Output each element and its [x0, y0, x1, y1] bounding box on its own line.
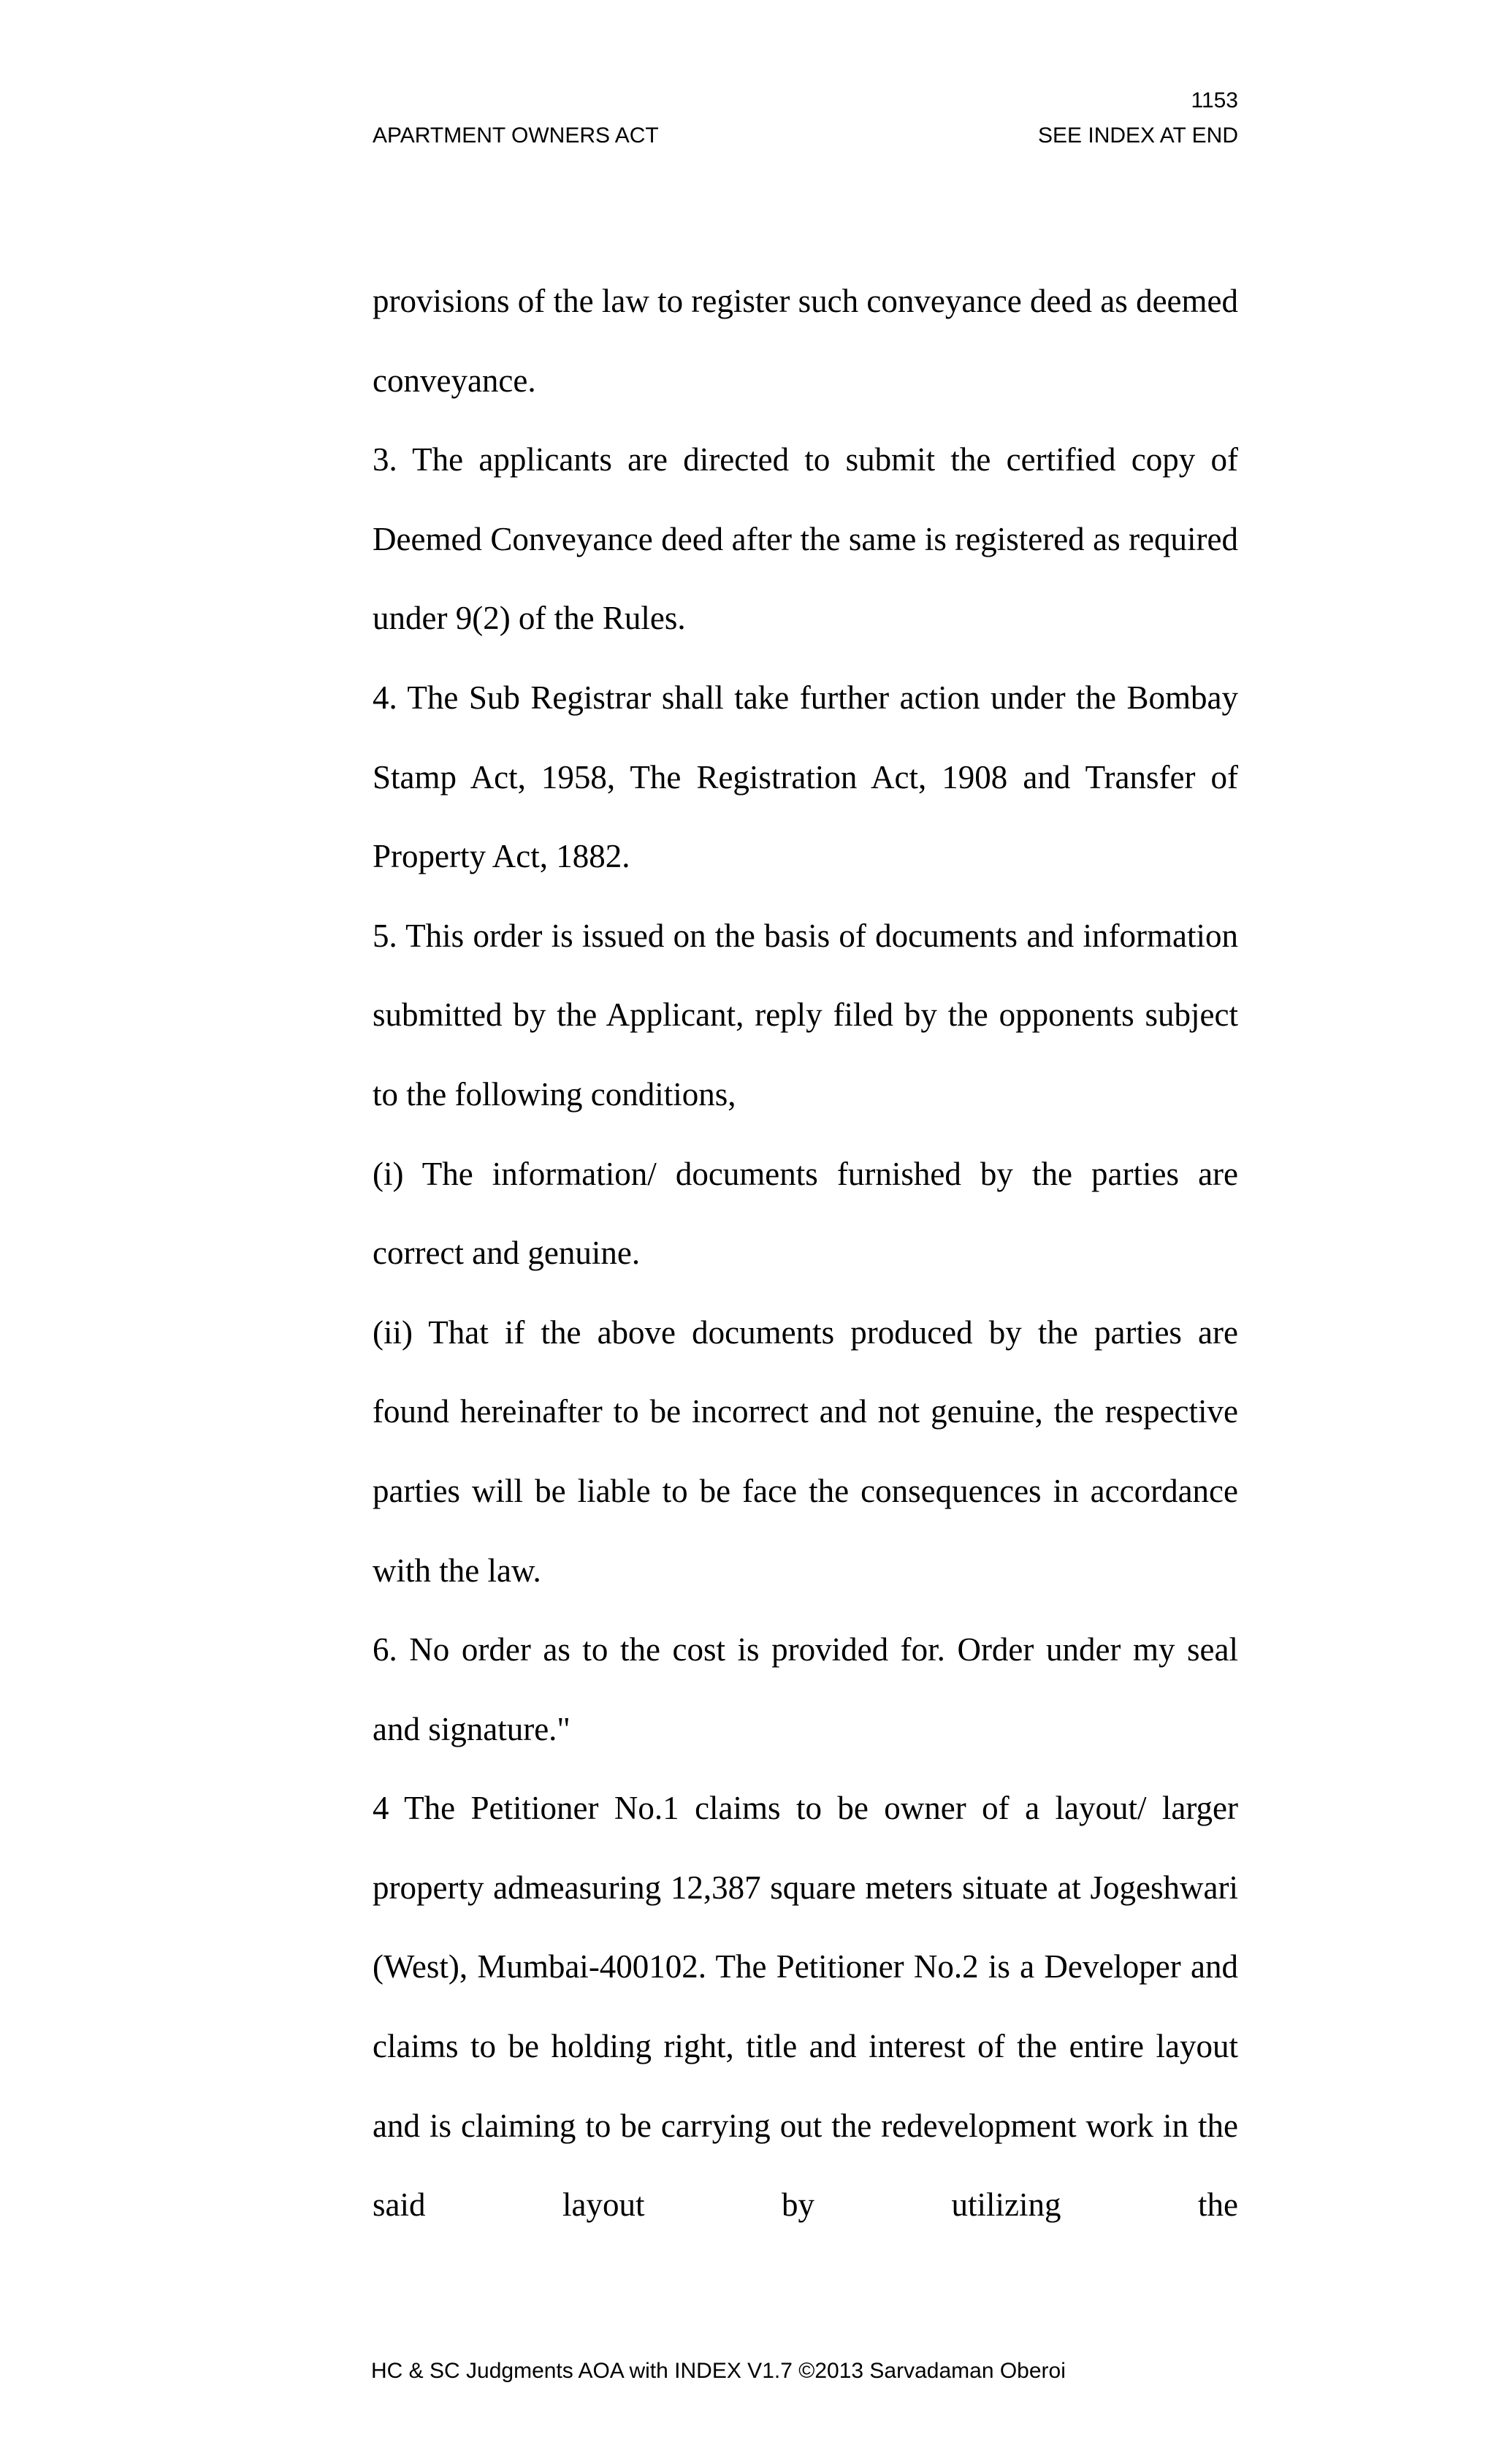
page-number: 1153: [1191, 88, 1238, 112]
page-footer: HC & SC Judgments AOA with INDEX V1.7 ©2013 Sarvadaman Oberoi: [371, 2359, 1066, 2383]
paragraph-item-6: 6. No order as to the cost is provided for. Order under my seal and signature.": [373, 1631, 1238, 1747]
paragraph-item-4: 4. The Sub Registrar shall take further action under the Bombay Stamp Act, 1958, The Registration Act, 1908 and Transfer of Property Act, 1882.: [373, 679, 1238, 875]
paragraph-petitioner-claims: 4 The Petitioner No.1 claims to be owner of a layout/ larger property admeasuring 12,387 square meters situate at Jogeshwari (West), Mumbai-400102. The Petitioner No.2 is a Developer and claims to be holding right, title and interest of the entire layout and is claiming to be carrying out the redevelopment work in the said layout by utilizing the: [373, 1790, 1238, 2224]
paragraph-item-3: 3. The applicants are directed to submit the certified copy of Deemed Conveyance deed after the same is registered as required under 9(2) of the Rules.: [373, 441, 1238, 637]
running-header-title: APARTMENT OWNERS ACT: [373, 123, 659, 148]
running-header-index-note: SEE INDEX AT END: [1038, 123, 1238, 148]
paragraph-condition-ii: (ii) That if the above documents produced by the parties are found hereinafter to be incorrect and not genuine, the respective parties will be liable to be face the consequences in accordance with the law.: [373, 1313, 1238, 1589]
paragraph-deemed-conveyance: provisions of the law to register such conveyance deed as deemed conveyance.: [373, 283, 1238, 399]
paragraph-condition-i: (i) The information/ documents furnished by the parties are correct and genuine.: [373, 1155, 1238, 1272]
document-body: [373, 262, 1238, 2245]
paragraph-item-5: 5. This order is issued on the basis of documents and information submitted by the Applicant, reply filed by the opponents subject to the following conditions,: [373, 917, 1238, 1113]
